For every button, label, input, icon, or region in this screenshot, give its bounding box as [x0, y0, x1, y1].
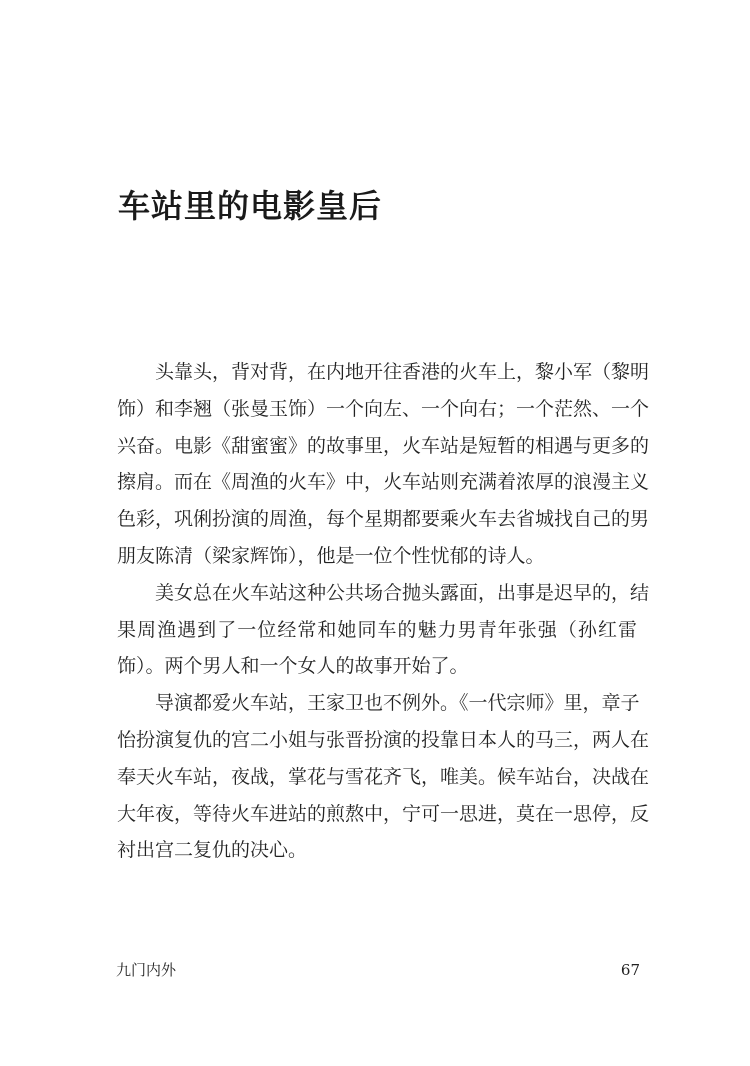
text-line: 导演都爱火车站，王家卫也不例外。《一代宗师》里，章子 [117, 692, 640, 715]
text-line: 衬出宫二复仇的决心。 [117, 839, 308, 862]
running-footer-book-title: 九门内外 [116, 961, 177, 979]
text-line: 朋友陈清（梁家辉饰），他是一位个性忧郁的诗人。 [117, 544, 545, 567]
paragraph [117, 685, 650, 869]
chapter-title: 车站里的电影皇后 [118, 187, 383, 225]
paragraph [117, 354, 650, 575]
text-line: 饰）和李翘（张曼玉饰）一个向左、一个向右；一个茫然、一个 [117, 397, 650, 420]
text-line: 大年夜，等待火车进站的煎熬中，宁可一思进，莫在一思停，反 [117, 802, 650, 825]
text-line: 擦肩。而在《周渔的火车》中，火车站则充满着浓厚的浪漫主义 [117, 471, 650, 494]
text-line: 怡扮演复仇的宫二小姐与张晋扮演的投靠日本人的马三，两人在 [117, 728, 650, 751]
text-line: 饰）。两个男人和一个女人的故事开始了。 [117, 655, 469, 678]
text-line: 奉天火车站，夜战，掌花与雪花齐飞，唯美。候车站台，决战在 [117, 765, 650, 788]
page-number: 67 [620, 961, 640, 979]
body-text [117, 354, 650, 869]
text-line: 美女总在火车站这种公共场合抛头露面，出事是迟早的，结 [117, 581, 650, 604]
text-line: 果周渔遇到了一位经常和她同车的魅力男青年张强（孙红雷 [117, 618, 637, 641]
paragraph [117, 575, 650, 685]
text-line: 兴奋。电影《甜蜜蜜》的故事里，火车站是短暂的相遇与更多的 [117, 434, 650, 457]
text-line: 色彩，巩俐扮演的周渔，每个星期都要乘火车去省城找自己的男 [117, 508, 650, 531]
text-line: 头靠头，背对背，在内地开往香港的火车上，黎小军（黎明 [117, 361, 650, 383]
